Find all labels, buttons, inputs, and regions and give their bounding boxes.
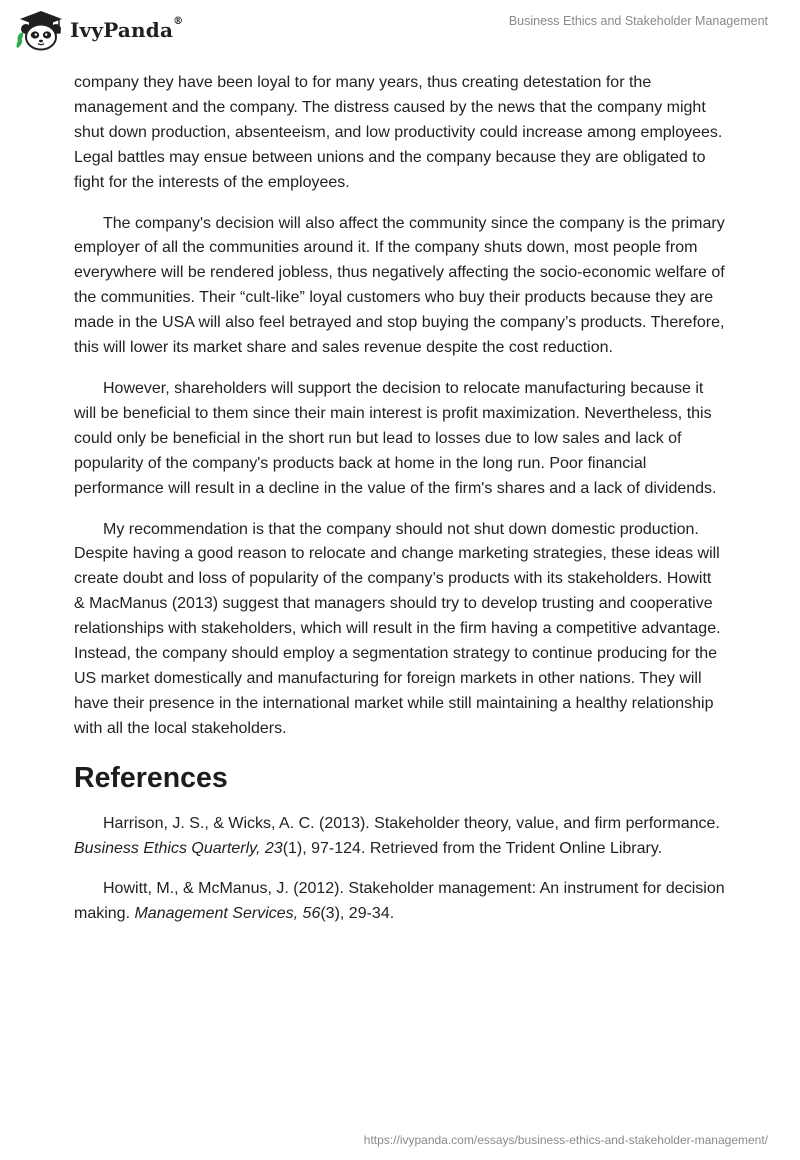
reference-item [74, 812, 726, 862]
reference-journal: Management Services, 56 [134, 905, 321, 923]
references-heading: References [74, 761, 228, 794]
reference-issue-pages: (1), 97-124. Retrieved from the Trident Online Library. [282, 839, 663, 857]
paragraph-shareholders: However, shareholders will support the decision to relocate manufacturing because it will be beneficial to them since their main interest is profit maximization. Nevertheless, this could only be beneficial in the short run but lead to losses due to low sales and lack of popularity of the company's products back at home in the long run. Poor financial performance will result in a decline in the value of the firm's shares and a lack of dividends. [74, 379, 717, 497]
reference-authors-title: Harrison, J. S., & Wicks, A. C. (2013). Stakeholder theory, value, and firm performance. [103, 814, 720, 832]
panda-graduate-icon [14, 8, 66, 52]
paragraph-community: The company's decision will also affect the community since the company is the primary employer of all the communities around it. If the company shuts down, most people from everywhere will be rendered jobless, thus negatively affecting the socio-economic welfare of the communities. Their “cult-like” loyal customers who buy their products because they are made in the USA will also feel betrayed and stop buying the company’s products. Therefore, this will lower its market share and sales revenue despite the cost reduction. [74, 214, 725, 357]
reference-journal: Business Ethics Quarterly, 23 [74, 839, 283, 857]
paragraph-recommendation: My recommendation is that the company should not shut down domestic production. Despite having a good reason to relocate and change marketing strategies, these ideas will create doubt and loss of popularity of the company’s products with its stakeholders. Howitt & MacManus (2013) suggest that managers should try to develop trusting and cooperative relationships with stakeholders, which will result in the firm having a competitive advantage. Instead, the company should employ a segmentation strategy to continue producing for the US market domestically and manufacturing for foreign markets in other nations. They will have their presence in the international market while still maintaining a healthy relationship with all the local stakeholders. [74, 520, 721, 737]
reference-item [74, 877, 726, 927]
paragraph-continuation: company they have been loyal to for many years, thus creating detestation for the management and the company. The distress caused by the news that the company might shut down production, absenteeism, and low productivity could increase among employees. Legal battles may ensue between unions and the company because they are obligated to fight for the interests of the employees. [74, 74, 723, 191]
ivypanda-logo[interactable] [14, 8, 183, 52]
registered-mark: ® [173, 16, 184, 27]
page-header [0, 0, 800, 60]
source-url[interactable]: https://ivypanda.com/essays/business-ethics-and-stakeholder-management/ [363, 1133, 768, 1147]
reference-authors-title: Howitt, M., & McManus, J. (2012). Stakeholder management: An instrument for decision making. [74, 880, 725, 923]
reference-issue-pages: (3), 29-34. [320, 905, 395, 923]
logo-name: IvyPanda [70, 18, 174, 42]
logo-wordmark [70, 18, 183, 42]
essay-body [74, 71, 726, 943]
document-title: Business Ethics and Stakeholder Management [508, 14, 768, 28]
